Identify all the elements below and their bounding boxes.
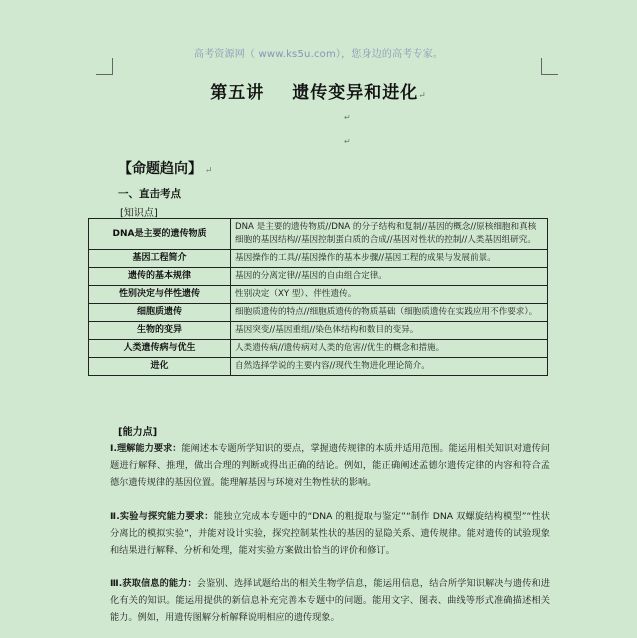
- table-row: [89, 250, 548, 268]
- table-cell-category: 生物的变异: [89, 322, 231, 340]
- paragraph-mark: ↵: [344, 137, 351, 146]
- paragraph-mark: ↵: [344, 113, 351, 122]
- table-row: [89, 304, 548, 322]
- table-cell-detail: 自然选择学说的主要内容//现代生物进化理论简介。: [231, 358, 548, 376]
- table-cell-category: 基因工程简介: [89, 250, 231, 268]
- table-row: [89, 322, 548, 340]
- table-cell-category: DNA是主要的遗传物质: [89, 219, 231, 250]
- lecture-topic: 遗传变异和进化: [292, 83, 419, 103]
- table-cell-category: 性别决定与伴性遗传: [89, 286, 231, 304]
- table-cell-category: 细胞质遗传: [89, 304, 231, 322]
- ability-text: 能阐述本专题所学知识的要点，掌握遗传规律的本质并适用范围。能运用相关知识对遗传问题进行解释、推理，做出合理的判断或得出正确的结论。例如，能正确阐述孟德尔遗传定律的内容和符合孟德尔遗传规律的基因位置。能理解基因与环境对生物性状的影响。: [110, 443, 550, 488]
- table-row: [89, 340, 548, 358]
- ability-heading: [能力点]: [118, 427, 158, 438]
- table-row: [89, 268, 548, 286]
- ability-paragraph: [110, 575, 550, 626]
- page-title: 第五讲 遗传变异和进化↵: [210, 83, 427, 103]
- table-row: [89, 286, 548, 304]
- ability-lead: Ⅲ.获取信息的能力：: [110, 578, 197, 589]
- table-row: [89, 358, 548, 376]
- table-cell-detail: 基因突变//基因重组//染色体结构和数目的变异。: [231, 322, 548, 340]
- ability-lead: Ⅱ.实验与探究能力要求：: [110, 511, 214, 522]
- ability-paragraph: [110, 440, 550, 491]
- margin-corner-mark: [541, 58, 558, 75]
- margin-corner-mark: [96, 58, 113, 75]
- table-cell-detail: 基因操作的工具//基因操作的基本步骤//基因工程的成果与发展前景。: [231, 250, 548, 268]
- table-cell-detail: 基因的分离定律//基因的自由组合定律。: [231, 268, 548, 286]
- exam-points-heading: 一、直击考点: [118, 188, 181, 200]
- ability-paragraph: [110, 508, 550, 559]
- table-cell-category: 人类遗传病与优生: [89, 340, 231, 358]
- table-row: [89, 219, 548, 250]
- lecture-number: 第五讲: [210, 83, 265, 103]
- ability-text: 会鉴别、选择试题给出的相关生物学信息，能运用信息，结合所学知识解决与遗传和进化有关的知识。能运用提供的新信息补充完善本专题中的问题。能用文字、图表、曲线等形式准确描述相关能力。例如，用遗传图解分析解释说明相应的遗传现象。: [110, 578, 550, 623]
- watermark: 高考资源网（ www.ks5u.com），您身边的高考专家。: [193, 49, 444, 60]
- knowledge-table: [88, 218, 548, 376]
- table-cell-detail: 性别决定（XY 型）、伴性遗传。: [231, 286, 548, 304]
- table-cell-category: 遗传的基本规律: [89, 268, 231, 286]
- ability-text: 能独立完成本专题中的“DNA 的粗提取与鉴定”“制作 DNA 双螺旋结构模型”“性状分离比的模拟实验”，并能对设计实验，探究控制某性状的基因的显隐关系、遗传规律。能对遗传的试验现象和结果进行解释、分析和处理，能对实验方案做出恰当的评价和修订。: [110, 511, 550, 556]
- section-heading: 【命题趋向】 ↵: [118, 161, 213, 177]
- ability-lead: Ⅰ.理解能力要求：: [110, 443, 182, 454]
- knowledge-heading: [知识点]: [120, 208, 158, 219]
- table-cell-detail: 细胞质遗传的特点//细胞质遗传的物质基础（细胞质遗传在实践应用不作要求）。: [231, 304, 548, 322]
- table-cell-detail: DNA 是主要的遗传物质//DNA 的分子结构和复制//基因的概念//原核细胞和真核细胞的基因结构//基因控制蛋白质的合成//基因对性状的控制//人类基因组研究。: [231, 219, 548, 250]
- table-cell-detail: 人类遗传病//遗传病对人类的危害//优生的概念和措施。: [231, 340, 548, 358]
- table-cell-category: 进化: [89, 358, 231, 376]
